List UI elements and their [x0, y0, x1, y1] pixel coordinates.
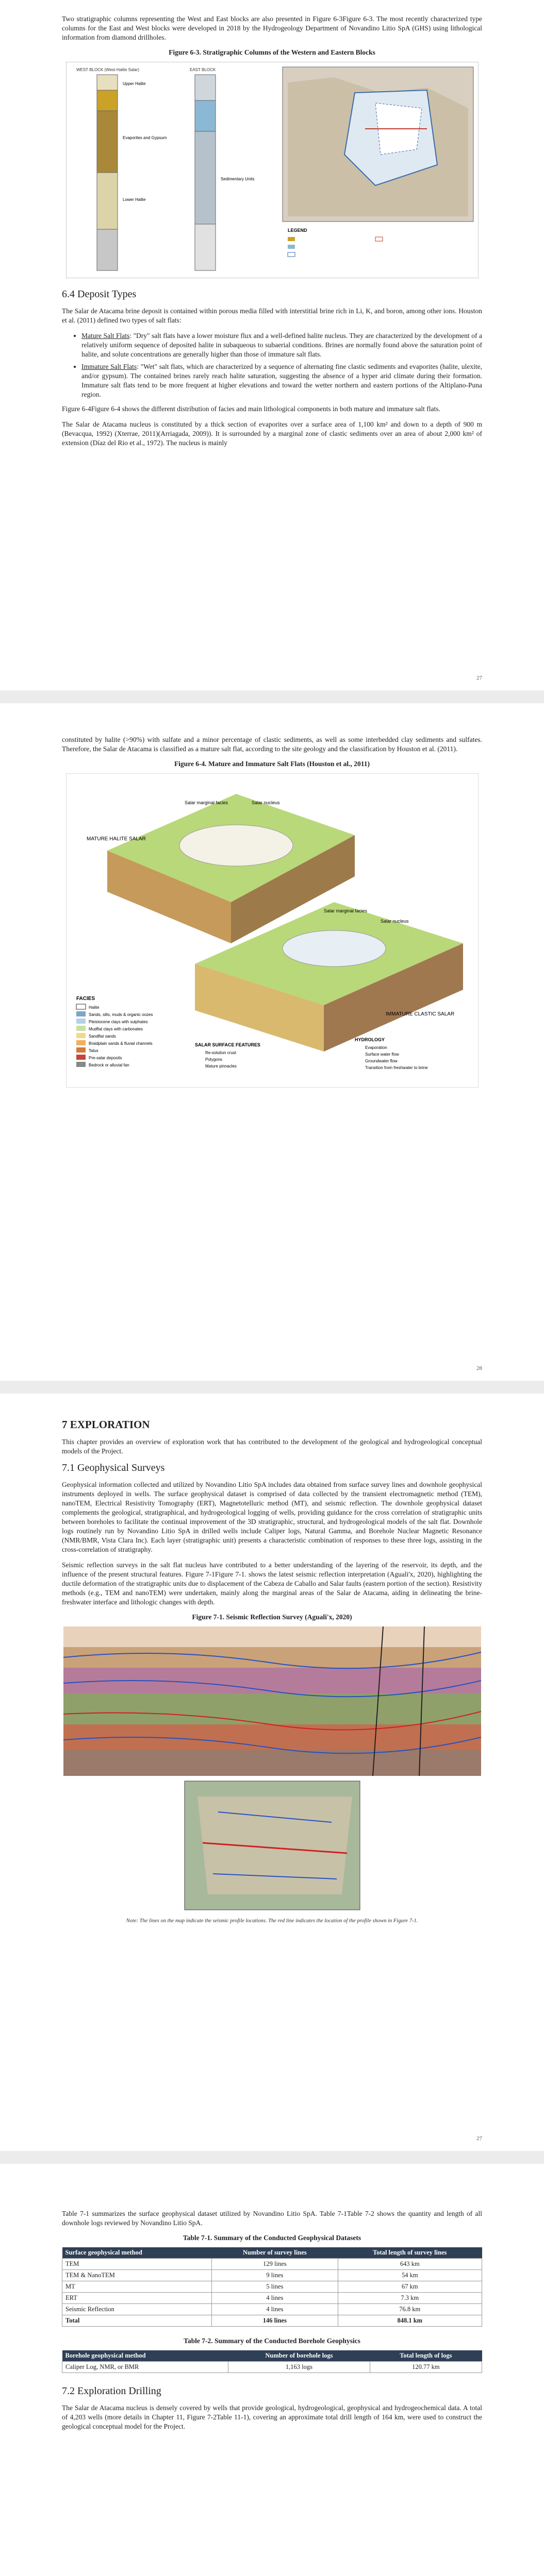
- nucleus-continued-paragraph: constituted by halite (>90%) with sulfate and a minor percentage of clastic sediments, as well as some interbedded clay sediments and sulfates. Therefore, the Salar de Atacama is classified as a mature salt flat, according to the site geology and the classification by Houston et al. (2011).: [62, 736, 482, 753]
- list-item: • Mature Salt Flats: "Dry" salt flats have a lower moisture flux and a well-defined halite nucleus. They are characterized by the development of a relatively uniform sequence of deposited halite in subaqueous to subaerial conditions. Brines are normally found above the saturation point of halite, and solute concentrations are generally higher than those of immature salt flats.: [81, 331, 482, 359]
- section-6-4-heading: 6.4 Deposit Types: [62, 289, 137, 300]
- page-1: [0, 0, 544, 690]
- nucleus-paragraph: The Salar de Atacama nucleus is constituted by a thick section of evaporites over a surface area of 1,100 km² and down to a depth of 900 m (Bevacqua, 1992) (Xterrae, 2011)(Arriagada, 2009)). It is surrounded by a marginal zone of clastic sediments over an area of about 2,000 km² of extension (Díaz del Rio et al., 1972). The nucleus is mainly: [62, 420, 482, 447]
- table-header: Borehole geophysical method: [62, 2350, 228, 2362]
- facies-item: Talus: [88, 1048, 98, 1053]
- hydrology-title: HYDROLOGY: [354, 1037, 385, 1042]
- salar-marginal-label-2: Salar marginal facies: [323, 908, 367, 913]
- facies-title: FACIES: [76, 996, 95, 1002]
- table-header: Surface geophysical method: [62, 2247, 212, 2259]
- table-row: ERT 4 lines 7.3 km: [62, 2293, 482, 2304]
- deposit-types-paragraph: The Salar de Atacama brine deposit is contained within porous media filled with interstitial brine rich in Li, K, and boron, among other ions. Houston et al. (2011) defined two types of salt flats:: [62, 307, 482, 324]
- page-number: 27: [476, 675, 482, 681]
- table-row: TEM & NanoTEM 9 lines 54 km: [62, 2270, 482, 2281]
- figure-6-4-salt-flats: [66, 773, 479, 1088]
- table-row: Seismic Reflection 4 lines 76.8 km: [62, 2304, 482, 2315]
- facies-item: Bedrock or alluvial fan: [88, 1063, 129, 1067]
- facies-item: Halite: [88, 1005, 99, 1010]
- west-block-label: WEST BLOCK (West-Halite Salar): [76, 67, 139, 72]
- page-3: [0, 1394, 544, 2151]
- hydrology-item: Surface water flow: [365, 1052, 399, 1057]
- section-7-1-heading: 7.1 Geophysical Surveys: [62, 1462, 165, 1473]
- east-block-label: EAST BLOCK: [189, 67, 216, 72]
- facies-item: Pleistocene clays with sulphates: [88, 1020, 148, 1024]
- salt-flat-types-list: [62, 331, 482, 399]
- figure-7-1-caption: Figure 7-1. Seismic Reflection Survey (Aguali'x, 2020): [192, 1613, 352, 1621]
- chapter-intro-paragraph: This chapter provides an overview of exploration work that has contributed to the development of the geological and hydrogeological conceptual models of the Project.: [62, 1438, 482, 1455]
- table-header: Total length of survey lines: [338, 2247, 482, 2259]
- surface-title: SALAR SURFACE FEATURES: [194, 1042, 260, 1047]
- facies-item: Mudflat clays with carbonates: [88, 1027, 143, 1031]
- page-4: [0, 2164, 544, 2576]
- immature-label: IMMATURE CLASTIC SALAR: [385, 1011, 454, 1017]
- intro-paragraph: Two stratigraphic columns representing the West and East blocks are also presented in Figure 6-3Figure 6-3. The most recently characterized type columns for the East and West blocks were developed in 2018 by the Hydrogeology Department of Novandino Litio SpA (GHS) using lithological information from diamond drillholes.: [62, 15, 482, 41]
- figure-7-1-seismic-section: [63, 1626, 481, 1915]
- table-total-row: Total 146 lines 848.1 km: [62, 2315, 482, 2327]
- page-2: [0, 703, 544, 1381]
- figure-6-4-caption: Figure 6-4. Mature and Immature Salt Flats (Houston et al., 2011): [174, 760, 370, 768]
- surface-item: Re-solution crust: [205, 1050, 236, 1055]
- sed-units-label: Sedimentary Units: [220, 177, 254, 181]
- geophysics-paragraph: Geophysical information collected and utilized by Novandino Litio SpA includes data obtained from surface survey lines and downhole geophysical instruments deployed in wells. The surface geophysical dataset is comprised of data collected by the transient electromagnetic method (TEM), nanoTEM, Electrical Resistivity Tomography (ERT), Magnetotelluric method (MT), and seismic reflection. The downhole geophysical dataset complements the geological, stratigraphical, and hydrogeological logging of wells, providing guidance for the cross correlation of stratigraphic units between boreholes to facilitate the continual improvement of the 3D stratigraphic, structural, and hydrogeological models of the salt flat. Downhole logs routinely run by Novandino Litio SpA in drilled wells include Caliper logs, Natural Gamma, and Borehole Nuclear Magnetic Resonance (NMR/BMR, Vista Clara Inc). Each layer (stratigraphic unit) presents a characteristic combination of responses to these three logs, assisting in the cross-correlation of stratigraphy.: [62, 1481, 482, 1553]
- map-legend-title: LEGEND: [287, 228, 307, 233]
- facies-item: Braidplain sands & fluvial channels: [88, 1041, 153, 1046]
- page-number: 27: [476, 2136, 482, 2142]
- list-item: • Immature Salt Flats: "Wet" salt flats, which are characterized by a sequence of alternating fine clastic sediments and evaporites (halite, ulexite, and/or gypsum). The contained brines rarely reach halite saturation, suggesting the absence of a hyper arid climate during their formation. Immature salt flats tend to be more frequent at higher elevations and toward the wetter northern and eastern portions of the Altiplano-Puna region.: [81, 362, 482, 399]
- surface-item: Polygons: [205, 1057, 222, 1062]
- figure-7-1-note: Note: The lines on the map indicate the seismic profile locations. The red line indicates the location of the profile shown in Figure 7-1.: [126, 1918, 418, 1924]
- facies-item: Sands, silts, muds & organic oozes: [88, 1012, 153, 1017]
- surface-item: Mature pinnacles: [205, 1064, 237, 1069]
- section-7-2-heading: 7.2 Exploration Drilling: [62, 2385, 161, 2397]
- evaporitic-label: Evaporites and Gypsum: [122, 135, 167, 140]
- table-row: TEM 129 lines 643 km: [62, 2259, 482, 2270]
- hydrology-item: Transition from freshwater to brine: [365, 1065, 428, 1070]
- table-7-2-caption: Table 7-2. Summary of the Conducted Borehole Geophysics: [184, 2337, 360, 2345]
- salar-nucleus-label-2: Salar nucleus: [380, 919, 409, 924]
- hydrology-item: Evaporation: [365, 1045, 387, 1050]
- seismic-paragraph: Seismic reflection surveys in the salt flat nucleus have contributed to a better understanding of the layering of the reservoir, its depth, and the influence of the present structural features. Figure 7-1Figure 7-1. shows the latest seismic reflection interpretation (Aguali'x, 2020), highlighting the ductile deformation of the stratigraphic units due to displacement of the Cabeza de Caballo and Salar faults (eastern portion of the section). Resistivity methods (e.g., TEM and nanoTEM) were undertaken, mainly along the marginal areas of the Salar de Atacama, aiding in delineating the brine-freshwater interface and lithologic changes with depth.: [62, 1561, 482, 1606]
- upper-halite-label: Upper Halite: [122, 81, 145, 86]
- table-header: Total length of logs: [370, 2350, 482, 2362]
- table-header: Number of survey lines: [212, 2247, 338, 2259]
- salar-marginal-label-1: Salar marginal facies: [184, 800, 228, 805]
- hydrology-item: Groundwater flow: [365, 1059, 398, 1063]
- table-7-1: [62, 2247, 482, 2327]
- chapter-7-heading: 7 EXPLORATION: [62, 1418, 150, 1431]
- table-row: MT 5 lines 67 km: [62, 2281, 482, 2293]
- figure-6-3-caption: Figure 6-3. Stratigraphic Columns of the Western and Eastern Blocks: [169, 48, 375, 56]
- figure-6-3-stratigraphic-columns: [66, 62, 479, 278]
- table-7-2: [62, 2350, 482, 2373]
- mature-label: MATURE HALITE SALAR: [86, 836, 146, 842]
- table-row: Caliper Log, NMR, or BMR 1,163 logs 120.77 km: [62, 2362, 482, 2373]
- table-7-1-caption: Table 7-1. Summary of the Conducted Geophysical Datasets: [183, 2234, 361, 2242]
- facies-paragraph: Figure 6-4Figure 6-4 shows the different distribution of facies and main lithological components in both mature and immature salt flats.: [62, 405, 440, 413]
- facies-item: Sandflat sands: [88, 1034, 116, 1039]
- tables-intro-paragraph: Table 7-1 summarizes the surface geophysical dataset utilized by Novandino Litio SpA. Table 7-1Table 7-2 shows the quantity and length of all downhole logs reviewed by Novandino Litio SpA.: [62, 2210, 482, 2227]
- page-number: 28: [476, 1365, 482, 1371]
- lower-halite-label: Lower Halite: [122, 197, 145, 202]
- facies-item: Pre-salar deposits: [88, 1056, 122, 1060]
- table-header: Number of borehole logs: [228, 2350, 370, 2362]
- salar-nucleus-label-1: Salar nucleus: [251, 800, 280, 805]
- drilling-paragraph: The Salar de Atacama nucleus is densely covered by wells that provide geological, hydrogeological, geophysical and hydrogeochemical data. A total of 4,203 wells (more details in Chapter 11, Figure 7-2Table 11-1), covering an approximate total drill length of 164 km, were used to construct the geological conceptual model for the Project.: [62, 2404, 482, 2430]
